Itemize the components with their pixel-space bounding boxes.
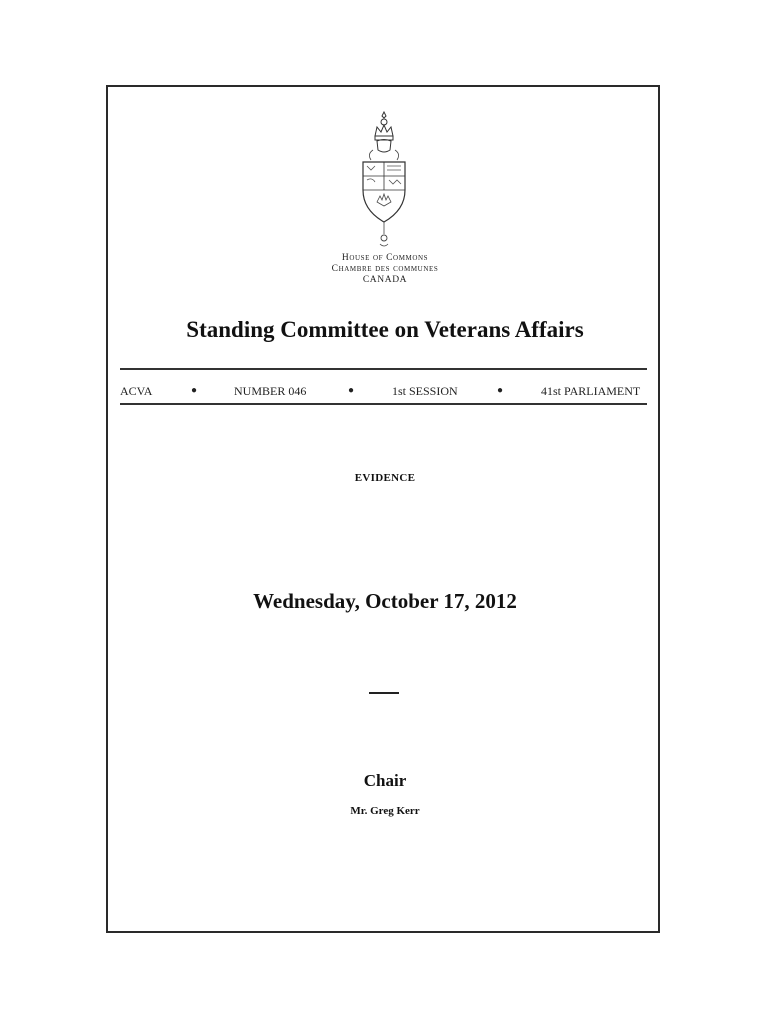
section-divider [369,692,399,694]
house-of-commons-header [0,253,770,286]
chair-name: Mr. Greg Kerr [350,805,420,817]
committee-title: Standing Committee on Veterans Affairs [186,317,584,342]
parliament: 41st PARLIAMENT [541,384,641,398]
country-name: CANADA [362,275,408,285]
meeting-meta-row [120,384,647,400]
meeting-number: NUMBER 046 [234,384,307,398]
bottom-rule [120,403,647,405]
house-name-english: House of Commons [341,253,429,263]
separator-bullet: ● [348,385,355,396]
top-rule [120,368,647,370]
meeting-date: Wednesday, October 17, 2012 [253,589,517,613]
section-label: EVIDENCE [354,472,416,484]
house-name-french: Chambre des communes [331,264,439,274]
committee-code: ACVA [120,384,153,398]
session: 1st SESSION [392,384,458,398]
chair-heading: Chair [363,771,407,790]
coat-of-arms-icon [355,110,413,250]
separator-bullet: ● [191,385,198,396]
separator-bullet: ● [497,385,504,396]
